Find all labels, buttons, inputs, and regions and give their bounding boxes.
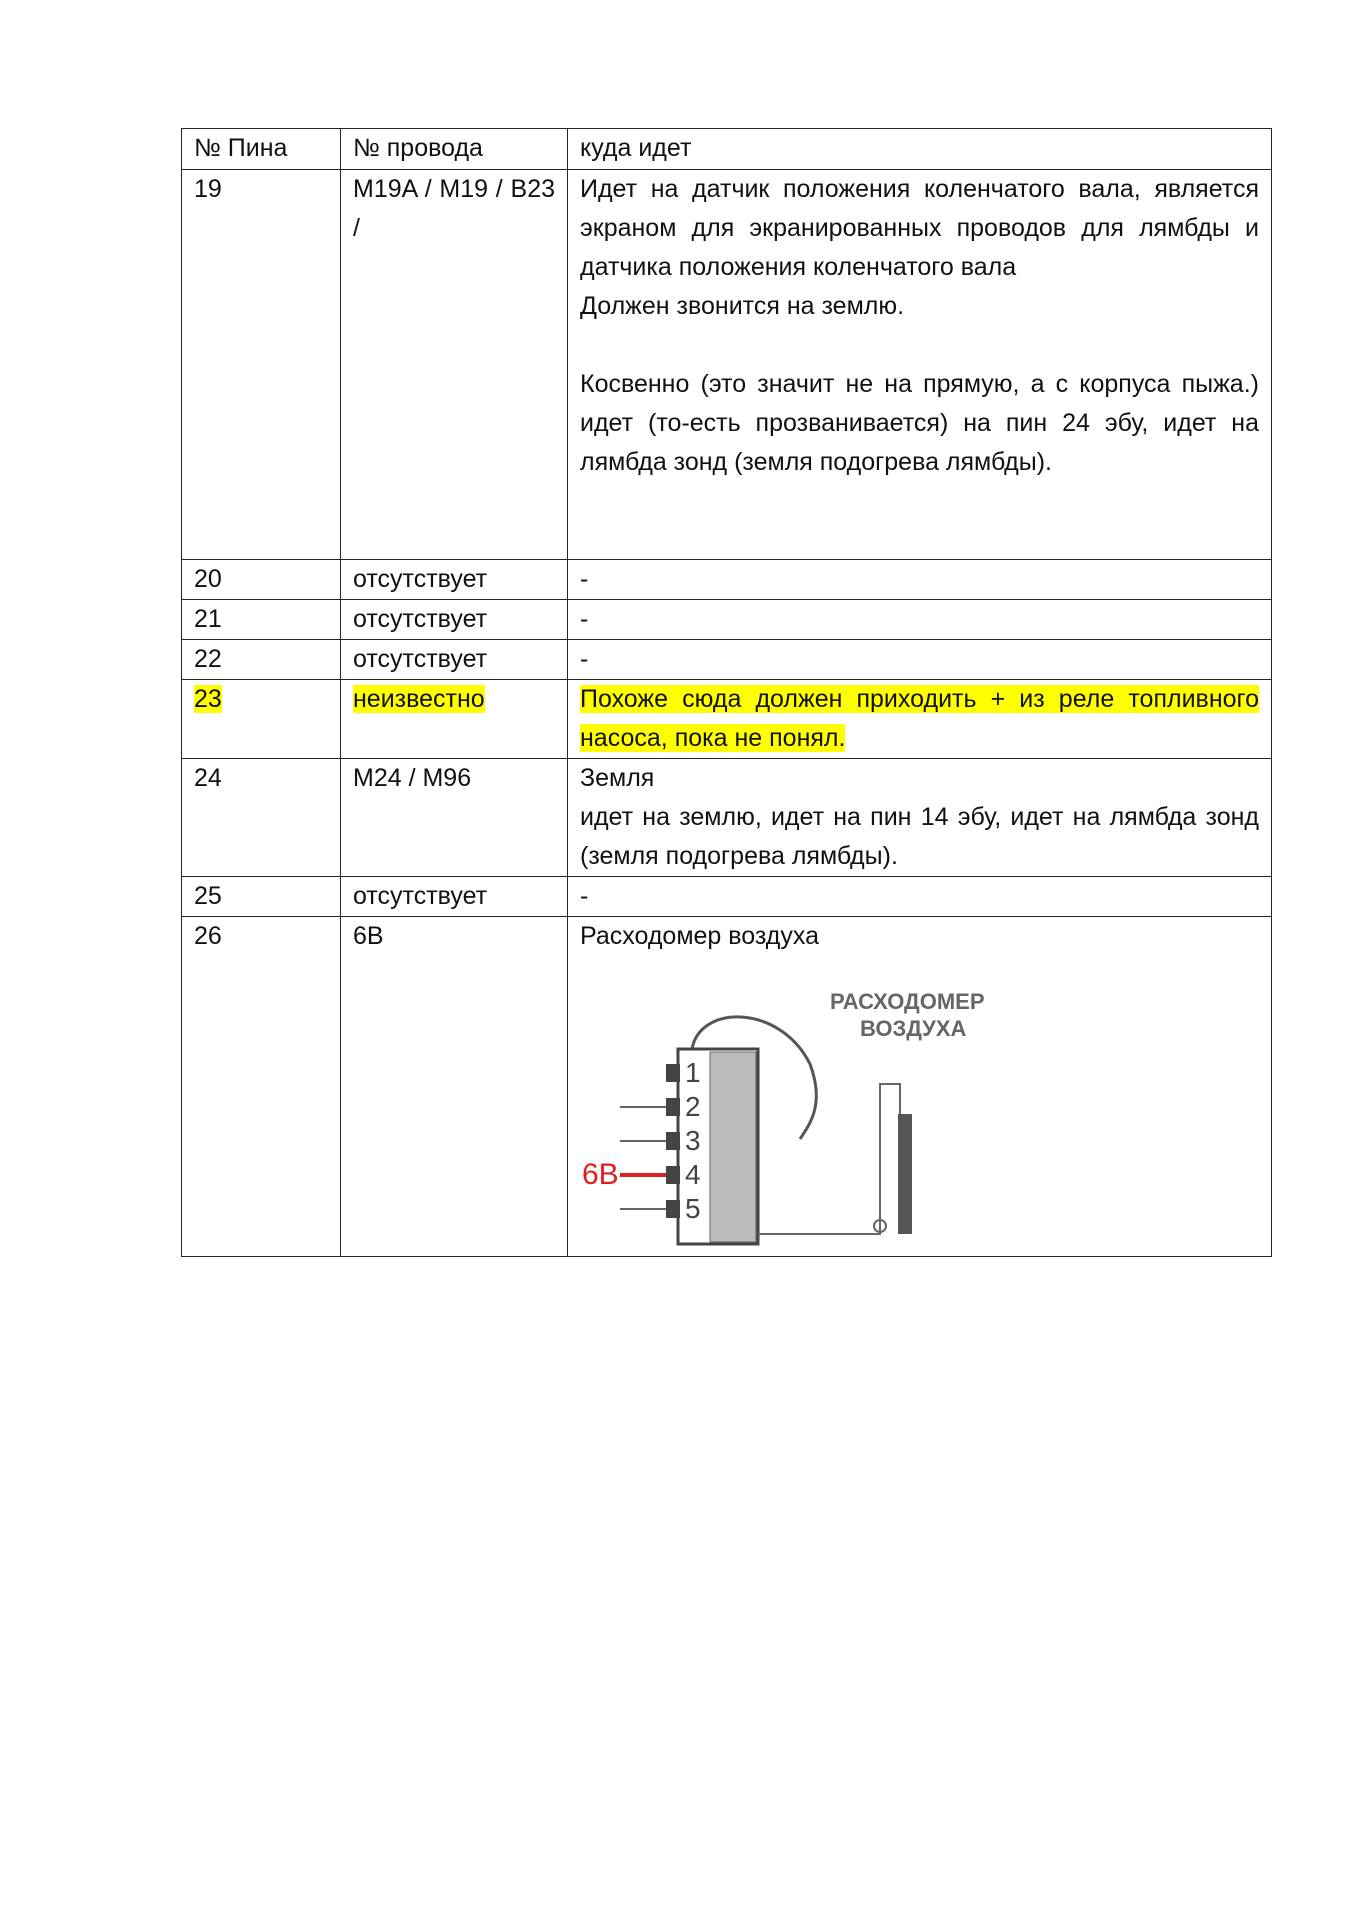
connector-pins <box>620 1064 680 1218</box>
table-row <box>182 600 1272 640</box>
wire-cell: 6B <box>341 917 568 1257</box>
dest-cell <box>568 759 1272 877</box>
dest-text: Расходомер воздуха <box>580 922 820 950</box>
pinout-table <box>181 128 1272 1257</box>
header-dest: куда идет <box>568 129 1272 170</box>
wire-cell: отсутствует <box>341 877 568 917</box>
pin-cell: 20 <box>182 560 341 600</box>
header-pin: № Пина <box>182 129 341 170</box>
wire-cell: неизвестно <box>353 685 485 713</box>
wire-cell: M24 / M96 <box>341 759 568 877</box>
pin-cell: 26 <box>182 917 341 1257</box>
pin-cell: 23 <box>194 685 222 713</box>
pin-label: 3 <box>685 1125 701 1156</box>
pin-cell: 21 <box>182 600 341 640</box>
air-flow-meter-diagram <box>580 964 1040 1254</box>
connector-mesh <box>710 1052 756 1242</box>
wire-cell: отсутствует <box>341 600 568 640</box>
dest-cell: - <box>568 640 1272 680</box>
dest-cell <box>568 917 1272 1257</box>
pin-cell: 22 <box>182 640 341 680</box>
pin-label: 4 <box>685 1159 701 1190</box>
dest-cell: - <box>568 560 1272 600</box>
meter-flap <box>898 1114 912 1234</box>
pin-label: 5 <box>685 1193 701 1224</box>
dest-cell: - <box>568 877 1272 917</box>
dest-text: идет на землю, идет на пин 14 эбу, идет на лямбда зонд (земля подогрева лямбды). <box>580 803 1259 870</box>
dest-text: Должен звонится на землю. <box>580 292 905 320</box>
dest-text: Идет на датчик положения коленчатого вала, является экраном для экранированных проводов для лямбды и датчика положения коленчатого вала <box>580 175 1259 281</box>
table-row <box>182 917 1272 1257</box>
wire-cell: отсутствует <box>341 640 568 680</box>
wire-cell: M19A / M19 / B23 / <box>341 170 568 560</box>
diagram-title-2: ВОЗДУХА <box>860 1016 967 1041</box>
dest-cell: - <box>568 600 1272 640</box>
marker-label: 6B <box>582 1158 619 1191</box>
table-header-row <box>182 129 1272 170</box>
meter-body <box>758 1084 900 1234</box>
dest-cell <box>568 170 1272 560</box>
dest-cell: Похоже сюда должен приходить + из реле топливного насоса, пока не понял. <box>580 685 1259 752</box>
table-row <box>182 560 1272 600</box>
pin-label: 2 <box>685 1091 701 1122</box>
pin-label: 1 <box>685 1057 701 1088</box>
diagram-title-1: РАСХОДОМЕР <box>830 989 985 1014</box>
wire-cell: отсутствует <box>341 560 568 600</box>
header-wire: № провода <box>341 129 568 170</box>
table-row-highlighted <box>182 680 1272 759</box>
pin-cell: 25 <box>182 877 341 917</box>
table-row <box>182 759 1272 877</box>
table-row <box>182 877 1272 917</box>
table-row <box>182 170 1272 560</box>
table-row <box>182 640 1272 680</box>
dest-text: Косвенно (это значит не на прямую, а с корпуса пыжа.) идет (то-есть прозванивается) на пин 24 эбу, идет на лямбда зонд (земля подогрева лямбды). <box>580 370 1259 476</box>
pin-cell: 19 <box>182 170 341 560</box>
dest-text: Земля <box>580 764 655 792</box>
pin-cell: 24 <box>182 759 341 877</box>
